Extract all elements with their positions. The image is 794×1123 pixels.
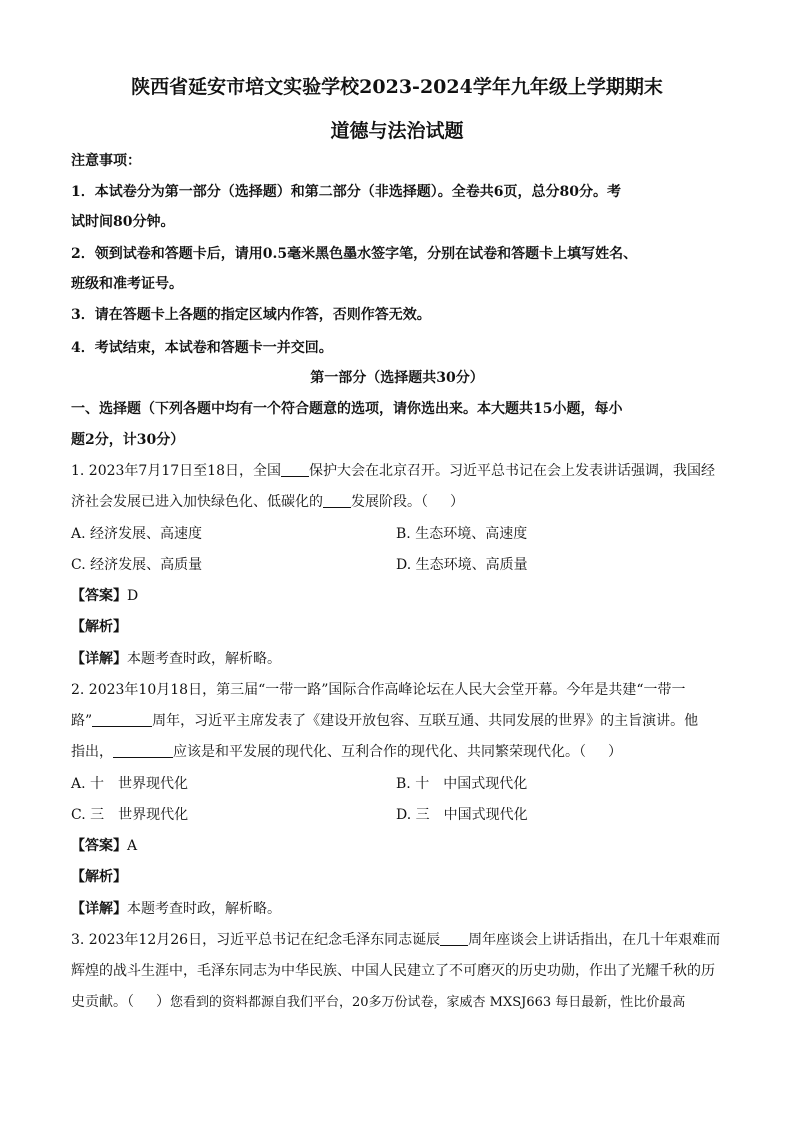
note-item: 3．请在答题卡上各题的指定区域内作答，否则作答无效。 [71,307,431,323]
section-instructions: 一、选择题（下列各题中均有一个符合题意的选项，请你选出来。本大题共15小题，每小 [71,401,623,417]
option-c: C. 经济发展、高质量 [71,557,203,573]
question-1-stem: 济社会发展已进入加快绿色化、低碳化的 发展阶段。（ ） [71,494,464,510]
note-item: 4．考试结束，本试卷和答题卡一并交回。 [71,340,333,356]
question-1-stem: 1. 2023年7月17日至18日，全国 保护大会在北京召开。习近平总书记在会上发表讲话强调，我国经 [71,463,715,479]
answer-blank [113,743,173,758]
option-c: C. 三 世界现代化 [71,807,189,823]
notes-heading: 注意事项： [71,153,141,169]
note-item: 1．本试卷分为第一部分（选择题）和第二部分（非选择题）。全卷共6页，总分80分。考 [71,184,621,200]
note-item: 试时间80分钟。 [71,214,175,230]
question-3-stem: 史贡献。（ ）您看到的资料都源自我们平台，20多万份试卷，家威杏 MXSJ663 每日最新，性比价最高 [71,994,686,1010]
answer-blank [92,712,152,727]
option-b: B. 生态环境、高速度 [396,526,528,542]
option-d: D. 三 中国式现代化 [396,807,528,823]
detail-line: 【详解】本题考查时政，解析略。 [71,651,281,667]
exam-subject-title: 道德与法治试题 [330,120,464,142]
answer-blank [281,462,309,477]
question-3-stem: 3. 2023年12月26日，习近平总书记在纪念毛泽东同志诞辰 周年座谈会上讲话指出，在几十年艰难而 [71,932,721,948]
question-2-stem: 指出， 应该是和平发展的现代化、互利合作的现代化、共同繁荣现代化。（ ） [71,744,622,760]
answer-line: 【答案】A [71,838,138,854]
note-item: 班级和准考证号。 [71,276,183,292]
analysis-label: 【解析】 [71,869,127,885]
question-3-stem: 辉煌的战斗生涯中，毛泽东同志为中华民族、中国人民建立了不可磨灭的历史功勋，作出了光耀千秋的历 [71,963,715,979]
section-instructions: 题2分，计30分） [71,432,185,448]
detail-line: 【详解】本题考查时政，解析略。 [71,901,281,917]
option-a: A. 十 世界现代化 [71,776,189,792]
option-b: B. 十 中国式现代化 [396,776,528,792]
analysis-label: 【解析】 [71,619,127,635]
watermark-text: 您看到的资料都源自我们平台，20多万份试卷，家威杏 MXSJ663 每日最新，性比价最高 [170,995,686,1010]
answer-value: D [127,588,139,604]
option-a: A. 经济发展、高速度 [71,526,203,542]
part-heading: 第一部分（选择题共30分） [310,370,484,386]
question-2-stem: 2. 2023年10月18日，第三届“一带一路”国际合作高峰论坛在人民大会堂开幕。今年是共建“一带一 [71,682,686,698]
note-item: 2．领到试卷和答题卡后，请用0.5毫米黑色墨水签字笔，分别在试卷和答题卡上填写姓名、 [71,246,638,262]
exam-title: 陕西省延安市培文实验学校2023-2024学年九年级上学期期末 [131,76,663,98]
option-d: D. 生态环境、高质量 [396,557,528,573]
answer-blank [323,493,351,508]
answer-line: 【答案】D [71,588,139,604]
answer-blank [440,931,468,946]
answer-value: A [127,838,138,854]
question-2-stem: 路” 周年，习近平主席发表了《建设开放包容、互联互通、共同发展的世界》的主旨演讲。他 [71,713,699,729]
